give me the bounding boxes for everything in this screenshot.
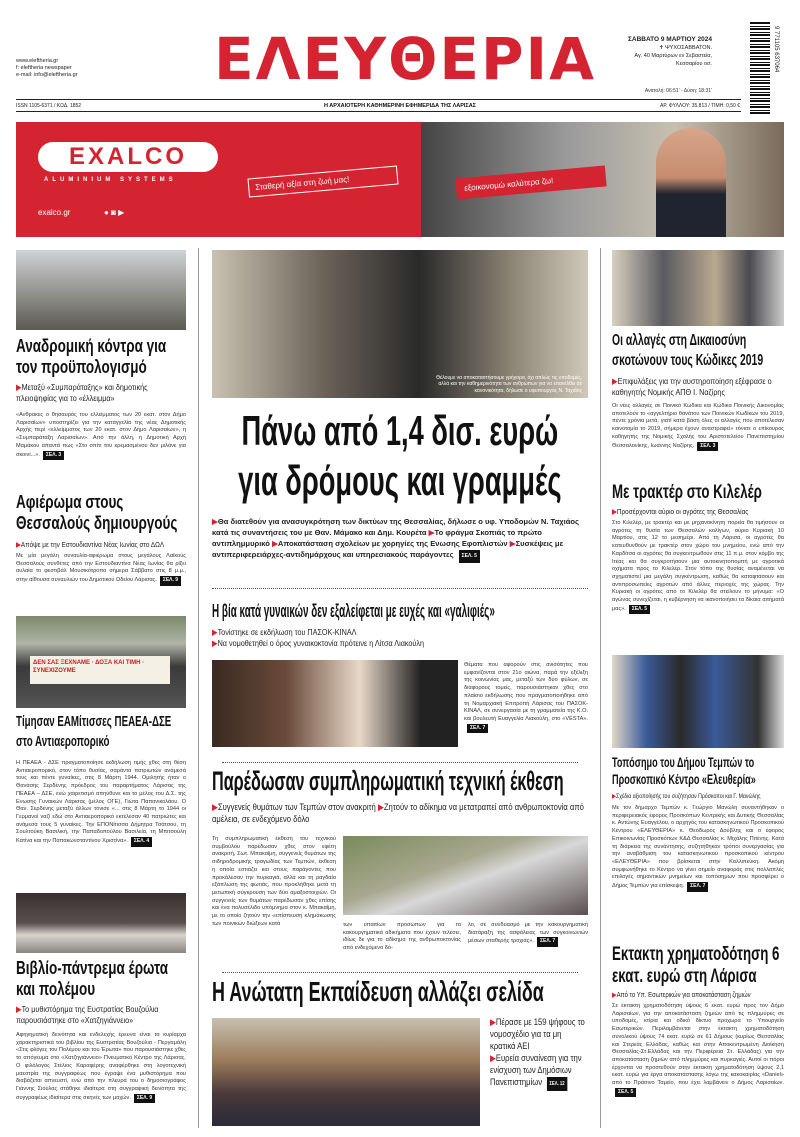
- body-justice: Οι νέες αλλαγές σε Ποινικό Κώδικα και Κώδικα Ποινικής Δικονομίας αποτελούν το «αγγελτήριο θανάτου των Ποινικών Κωδίκων του 2019, πέντε χρόνια μετά, γιατί κατά βάση όλες οι αλλαγές που αποτέλεσαν καινοτομία το 2019, σήμερα έχουν αναστραφεί» τόνισε ο επίκουρος καθηγητής της Νομικής Σχολής του Αριστοτελείου Πανεπιστημίου Θεσσαλονίκης, Ιωάννης Ναζίρης. ΣΕΛ. 3: [612, 403, 784, 451]
- body-tractors: Στο Κιλελέρ, με τρακτέρ και με μηχανοκίνητη πορεία θα τιμήσουν οι αγρότες τη θυσία των Θεσσαλών κολίγων, αύριο Κυριακή 10 Μαρτίου, στις 12 το μεσημέρι. Από τη Λάρισα, οι αγρότες θα κατευθυνθούν με τρακτέρ στον χώρο του μνημείου, ενώ από την Καρδίτσα οι αγρότες θα συγκεντρωθούν στις 11 π.μ. στον κόμβο της Ιτέας και θα συγκροτήσουν μια αυτοκινητοπομπή με αγροτικά οχήματα προς το Κιλελέρ. Στον τόπο της θυσίας αναμένεται να σχηματιστεί μια μεγάλη συγκέντρωση, καθώς θα καταφτάσουν και αντιπροσωπείες αγροτών από άλλες περιοχές της χώρας. Την Κυριακή οι αγρότες από το Κιλελέρ θα στείλουν το μήνυμα: «Ο αγώνας συνεχίζεται, η κυβέρνηση να ικανοποιήσει τα δίκαια αιτήματά μας». ΣΕΛ. 5: [612, 520, 784, 614]
- website-link[interactable]: www.eleftheria.gr: [16, 58, 59, 64]
- masthead-rule-top: [16, 99, 741, 100]
- column-divider-right: [600, 248, 601, 1128]
- headline-budget[interactable]: Αναδρομική κόντρα για τον προϋπολογισμό: [16, 336, 167, 377]
- lead-headline-line2[interactable]: για δρόμους και γραμμές: [238, 457, 562, 504]
- divider: [222, 762, 578, 763]
- page-ref-tag[interactable]: ΣΕΛ. 5: [629, 605, 650, 615]
- body-book: Αφηγηματική δεινότητα και ενδελεχής έρευνα είναι τα κυρίαρχα χαρακτηριστικά του βιβλίου της Ευστρατίας Βουζούλια - Περγαμάλη «Στις φλόγες του Πολέμου και του Έρωτα» που παρουσιάστηκε χθες το απόγευμα στο «Χατζηγιάννειο» Πνευματικό Κέντρο της Λάρισας. Ο φιλόλογος Στέλιος Καραφέρης αναφέρθηκε στη λογοτεχνική μαεστρία της συγγραφέως που έγραψε ένα μυθιστόρημα που διαβάζεται απνευστί, ενώ από την πλευρά του ο δημοσιογράφος Γιάννης Σιούλας στάθηκε ιδιαίτερα στη συγγραφική δεινότητα της συγγραφέως ιδιαίτερα στις σκηνές των μαχών. ΣΕΛ. 9: [16, 1032, 186, 1103]
- headline-eam[interactable]: Τίμησαν ΕΑΜίτισσες ΠΕΑΕΑ-ΔΣΕ στο Αντιαεροπορικό: [16, 713, 172, 750]
- saints: Αγ. 40 Μαρτύρων εν Σεβαστεία,: [634, 53, 712, 59]
- photo-justice: [612, 250, 784, 326]
- page-ref-tag[interactable]: ΣΕΛ. 5: [615, 1088, 636, 1098]
- arrow-icon: ▶: [612, 376, 618, 386]
- arrow-icon: ▶: [272, 539, 278, 548]
- arrow-icon: ▶: [612, 992, 617, 999]
- arrow-icon: ▶: [212, 517, 218, 526]
- saints-2: Κεσσαρίου οσ.: [675, 61, 712, 67]
- feast-day: ✝ ΨΥΧΟΣΑΒΒΑΤΟΝ.: [658, 45, 712, 51]
- email-link[interactable]: e-mail: info@eleftheria.gr: [16, 72, 78, 78]
- page-ref-tag[interactable]: ΣΕΛ. 9: [160, 576, 181, 586]
- headline-violence[interactable]: Η βία κατά γυναικών δεν εξαλείφεται με ευχές και «γαλιφιές»: [212, 601, 495, 621]
- headline-tractors[interactable]: Με τρακτέρ στο Κιλελέρ: [612, 482, 762, 503]
- arrow-icon: ▶: [428, 528, 435, 537]
- exalco-url[interactable]: exalco.gr: [38, 208, 71, 217]
- arrow-icon: ▶: [612, 507, 617, 516]
- photo-meeting: [212, 250, 588, 398]
- body-violence: Θέματα που αφορούν στις ανισότητες που εμφανίζονται στον 21ο αιώνα, παρά την εξέλιξη της κοινωνίας μας, μεταξύ των δύο φύλων, σε διάφορους τομείς, παρουσιάστηκαν χθες στο πλαίσιο εκδήλωσης που πραγματοποιήθηκε από τη Νομαρχιακή Επιτροπή Λάρισας του ΠΑΣΟΚ-ΚΙΝΑΛ, σε συνεργασία με τη γραμματεία της Κ.Ο. και βουλευτή Ευαγγελία Λιακούλη, στο «VESTA».ΣΕΛ. 7: [464, 662, 588, 733]
- arrow-icon: ▶: [16, 1004, 22, 1014]
- tagline: Η ΑΡΧΑΙΟΤΕΡΗ ΚΑΘΗΜΕΡΙΝΗ ΕΦΗΜΕΡΙΔΑ ΤΗΣ ΛΑΡΙΣΑΣ: [324, 103, 476, 109]
- tempi-bullets: ▶Συγγενείς θυμάτων των Τεμπών στον ανακριτή ▶Ζητούν το αδίκημα να μετατραπεί από ανθρωποκτονία από αμέλεια, σε ενδεχόμενο δόλο: [212, 802, 584, 824]
- slogan-box-2: εξοικονομώ καλύτερα ζω!: [455, 166, 606, 200]
- photo-pasok-event: [212, 660, 458, 747]
- arrow-icon: ▶: [490, 1053, 496, 1063]
- photo-caption: Θέλουμε να αποκαταστήσουμε γρήγορα, όχι απλώς τις υποδομές, αλλά και την καθημερινότητα των ανθρώπων για να επανέλθει σε κανονικότητα, δήλωσε ο υφυπουργός Ν. Ταχιάος: [436, 374, 582, 394]
- subhead-funding: ▶Από το Υπ. Εσωτερικών για αποκατάσταση ζημιών: [612, 992, 751, 999]
- page-ref-tag[interactable]: ΣΕΛ. 4: [131, 837, 152, 847]
- page-ref-tag[interactable]: ΣΕΛ. 3: [43, 451, 64, 461]
- man-portrait: [656, 128, 726, 237]
- body-eam: Η ΠΕΑΕΑ - ΔΣΕ πραγματοποίησε εκδήλωση τιμής χθες στη θέση Αντιαεροπορικό, στον τόπο θυσίας, σαράντα πατριωτών ανάμεσά τους και πέντε γυναίκες, στις 8 Μάρτη 1944. Ομιλητής ήταν ο Θανάσης Σερδένης πρόεδρος του παραρτήματος Λάρισας της ΠΕΑΕΑ – ΔΣΕ, ενώ χαιρετισμό απηύθυνε και το μέλος του Δ.Σ. της Ενωσης Γυναικών Λάρισας (μέλος ΟΓΕ), Γιώτα Παπανικολάου. Ο Θαν. Σερδένης μεταξύ άλλων τόνισε «... στις 8 Μάρτη το 1944 οι Γερμανοί ναζί εδώ στο Αντιαεροπορικό εκτέλεσαν 40 πατριώτες και ανάμεσά τους 5 γυναίκες. Την ΕΠΟΝίτισσα Δήμητρα Τσάτσου, τη Σουλτούκη Βασιλική, την Παπαδοπούλου Βασιλεία, τη Μπιτσούλη Κατίνα και την Παπακωνσταντίνου Χριστίνα». ΣΕΛ. 4: [16, 760, 186, 847]
- exalco-logo: EXALCO: [38, 142, 218, 172]
- sun-times: Ανατολή: 06:51' - Δύση: 18:31': [644, 88, 712, 94]
- arrow-icon: ▶: [212, 802, 218, 812]
- photo-scouts: [612, 655, 784, 748]
- lead-headline-line1[interactable]: Πάνω από 1,4 δισ. ευρώ: [241, 407, 559, 454]
- exalco-ad[interactable]: [16, 122, 784, 237]
- exalco-subtitle: ALUMINIUM SYSTEMS: [44, 177, 177, 183]
- divider: [212, 588, 588, 589]
- date: ΣΑΒΒΑΤΟ 9 ΜΑΡΤΙΟΥ 2024: [628, 36, 712, 43]
- arrow-icon: ▶: [212, 627, 218, 637]
- arrow-icon: ▶: [212, 638, 218, 648]
- photo-parliament: [212, 1018, 480, 1126]
- newspaper-logo: ΕΛΕΥΘΕΡΙΑ: [213, 25, 597, 93]
- photo-protest: [16, 616, 186, 708]
- page-ref-tag[interactable]: ΣΕΛ. 9: [134, 1094, 155, 1104]
- arrow-icon: ▶: [612, 793, 616, 800]
- barcode-number: 9 771105 637064: [773, 26, 779, 73]
- issue-price: ΑΡ. ΦΥΛΛΟΥ: 35.813 / ΤΙΜΗ: 0,50 €: [659, 103, 740, 109]
- body-funding: Σε έκτακτη χρηματοδότηση ύψους 6 εκατ. ευρώ προς τον Δήμο Λαρισαίων, για την αποκατάσταση ζημιών από τις πλημμύρες σε υποδομές, κτίρια και οδικό δίκτυο προχωρά το Υπουργείο Εσωτερικών. Περιλαμβάνεται στην έκτακτη χρηματοδότηση συνολικού ύψους 74 εκατ. ευρώ σε 61 Δήμους (κυρίως Θεσσαλίας και Στερεάς Ελλάδας, καθώς και στην Αποκεντρωμένη Διοίκηση Θεσσαλίας-Στ.Ελλάδας και την Περιφέρεια Στ. Ελλάδας) για την αποκατάσταση ζημιών από πλημμύρες και πυρκαγιές. Αυτοί οι πόροι έρχονται να προστεθούν στην έκτακτη χρηματοδότηση ύψους 2,1 εκατ. ευρώ για έργα αποκατάστασης λόγω της κακοκαιρίας «Daniel» από το Πράσινο Ταμείο, που έχει λαμβάνειν ο Δήμος Λαρισαίων.ΣΕΛ. 5: [612, 1003, 784, 1097]
- page-ref-tag[interactable]: ΣΕΛ. 7: [687, 882, 708, 892]
- body-budget: «Ανθρακες ο θησαυρός του ελλείμματος των 20 εκατ. στον Δήμο Λαρισαίων» υποστηρίζει για την καταγγελία της νέας Δημοτικής Αρχής περί «ελλείμματος των 20 εκατ. στον Δήμο Λαρισαίων», η «Συμπαράταξη Λαρισαίων». Από την άλλη, η Δημοτική Αρχή Μαμάκου απαντά πως «Στο σπίτι του κρεμασμένου δεν μιλάνε για σκοινί...». ΣΕΛ. 3: [16, 412, 186, 460]
- photo-book-panel: [16, 893, 186, 953]
- arrow-icon: ▶: [377, 802, 384, 812]
- body-scouts: Με τον δήμαρχο Τεμπών κ. Γεώργιο Μανώλη συναντήθηκαν ο περιφερειακός έφορος Προσκόπων Κεντρικής και Δυτικής Θεσσαλίας κ. Αντώνης Ευαγγέλου, ο αρχηγός του κατασκηνωτικού Προσκοπικού Κέντρου «ΕΛΕΥΘΕΡΙΑ» κ. Θεόδωρος Δούβλης και ο έφορος Επικοινωνίας Προσκόπων Κ&Δ Θεσσαλίας κ. Μιχάλης Πιτένης. Κατά τη διάρκεια της συνάντησης, συζητήθηκαν τρόποι συνεργασίας για την αναβάθμιση του κατασκηνωτικού προσκοπικού κέντρου «ΕΛΕΥΘΕΡΙΑ» που βρίσκεται στην Καλλιπεύκη. Ακόμη συμφωνήθηκε το Κέντρο να γίνει σημείο αναφοράς στις πολλαπλές επιλογές σημαντικών μνημείων και τοπόσημων που προσφέρει ο Δήμος Τεμπών για επίσκεψη. ΣΕΛ. 7: [612, 805, 784, 892]
- lead-bullets: ▶Θα διατεθούν για ανασυγκρότηση των δικτύων της Θεσσαλίας, δήλωσε ο υφ. Υποδομών Ν. Ταχιάος κατά τις συναντήσεις του με Θαν. Μάμακο και Δημ. Κουρέτα ▶Το φράγμα Σκοπιάς το πρώτο αντιπλημμυρικό ▶Αποκατάσταση σχολείων με χορηγίες της Ενωσης Εφοπλιστών ▶Συσκέψεις με αντιπεριφερειάρχες-αντιδημάρχους και υπηρεσιακούς παράγοντες ΣΕΛ. 5: [212, 516, 588, 563]
- page-ref-tag[interactable]: ΣΕΛ. 7: [537, 937, 558, 947]
- subhead-tractors: ▶Προσέρχονται αύριο οι αγρότες της Θεσσαλίας: [612, 507, 749, 516]
- subhead-scouts: ▶Σχέδια αξιοποίησής του συζήτησαν Πρόσκοποι και Γ. Μανώλης: [612, 793, 761, 800]
- masthead-rule-bottom: [16, 111, 741, 112]
- headline-book[interactable]: Βιβλίο-πάντρεμα έρωτα και πολέμου: [16, 958, 169, 999]
- protest-banner: ΔΕΝ ΣΑΣ ΞΕΧΝΑΜΕ · ΔΟΞΑ ΚΑΙ ΤΙΜΗ · ΣΥΝΕΧΙΖΟΥΜΕ: [30, 656, 170, 684]
- page-ref-tag[interactable]: ΣΕΛ. 12: [547, 1077, 567, 1091]
- social-icons[interactable]: ● ◙ ▶: [104, 208, 125, 217]
- headline-tempi[interactable]: Παρέδωσαν συμπληρωματική τεχνική έκθεση: [212, 766, 564, 796]
- body-tribute: Με μία μεγάλη συναυλία-αφιέρωμα στους μεγάλους Λαϊκούς Θεσσαλούς συνθέτες από την Εστουδιαντίνα Νέας Ιωνίας θα ρίξει αυλαία το φεστιβάλ Μουσικότροπο σήμερα Σάββατο στις 8 μ.μ., στην αίθουσα συναυλιών του Δημοτικού Ωδείου Λάρισας. ΣΕΛ. 9: [16, 553, 186, 586]
- arrow-icon: ▶: [490, 1017, 496, 1027]
- arrow-icon: ▶: [16, 540, 21, 549]
- subhead-budget: ▶Μεταξύ «Συμπαράταξης» και δημοτικής πλειοψηφίας για το «έλλειμμα»: [16, 382, 148, 403]
- barcode: [750, 22, 770, 114]
- arrow-icon: ▶: [16, 382, 22, 392]
- violence-bullets: ▶Τονίστηκε σε εκδήλωση του ΠΑΣΟΚ-ΚΙΝΑΛ ▶Να νομοθετηθεί ο όρος γυναικοκτονία πρότεινε η Λίτσα Λιακούλη: [212, 627, 425, 648]
- issn: ISSN 1105-6371 / ΚΩΔ. 1852: [16, 103, 82, 109]
- headline-tribute[interactable]: Αφιέρωμα στους Θεσσαλούς δημιουργούς: [16, 492, 178, 533]
- subhead-book: ▶Το μυθιστόρημα της Ευστρατίας Βουζούλια παρουσιάστηκε στο «Χατζηγιάννειο»: [16, 1004, 159, 1025]
- body-tempi-3: λο, σε συνδυασμό με την κακουργηματική διατάραξη της ασφάλειας των συγκοινωνιών μέσων σταθερής τροχιάς». ΣΕΛ. 7: [468, 922, 588, 947]
- contact-info: [16, 58, 78, 79]
- headline-justice[interactable]: Οι αλλαγές στη Δικαιοσύνη σκοτώνουν τους Κώδικες 2019: [612, 332, 764, 369]
- body-tempi-1: Τη συμπληρωματική έκθεση του τεχνικού συμβούλου παρέδωσαν χθες στον εφέτη ανακριτή, Σωτ. Μπακαΐμη, συγγενείς θυμάτων της σιδηροδρομικής τραγωδίας των Τεμπών, έκθεση η οποία εστιάζει και στους παράγοντες που προκάλεσαν την πυρκαγιά, αλλά και τη ραγδαία εξάπλωση της φωτιάς, που προκλήθηκε μετά τη μετωπική σύγκρουση των δύο αμαξοστοιχιών. Οι συγγενείς των θυμάτων παρέδωσαν χθες επίσης και ένα πολυσέλιδο υπόμνημα στον κ. Μπακαΐμη, με το οποίο ζητούν την «επίσπευση κλημάκωσης των ποινικών διώξεων κατά: [212, 836, 336, 927]
- headline-education[interactable]: Η Ανώτατη Εκπαίδευση αλλάζει σελίδα: [212, 976, 544, 1007]
- date-block: [628, 36, 712, 68]
- body-tempi-2: των υπαιτίων προσώπων για τα κακουργηματικά αδικήματα που έχουν τελέσει, ιδίως δε για το αδίκημα της ανθρωποκτονίας από ενδεχόμενο δό-: [343, 922, 461, 952]
- column-divider-left: [198, 248, 199, 1128]
- photo-town-hall: [16, 250, 186, 330]
- page-ref-tag[interactable]: ΣΕΛ. 3: [697, 442, 718, 452]
- slogan-box-1: Σταθερή αξία στη ζωή μας!: [247, 165, 398, 197]
- subhead-justice: ▶Επιφυλάξεις για την αυστηροποίηση εξέφρασε ο καθηγητής Νομικής ΑΠΘ Ι. Ναζίρης: [612, 376, 772, 397]
- subhead-tribute: ▶Απόψε με την Εστουδιαντίνα Νέας Ιωνίας στο ΔΩΛ: [16, 540, 165, 549]
- photo-train-crash: [343, 836, 588, 915]
- facebook-link[interactable]: f: eleftheria newspaper: [16, 65, 72, 71]
- headline-funding[interactable]: Εκτακτη χρηματοδότηση 6 εκατ. ευρώ στη Λάρισα: [612, 944, 780, 987]
- headline-scouts[interactable]: Τοπόσημο του Δήμου Τεμπών το Προσκοπικό Κέντρο «Ελευθερία»: [612, 754, 756, 787]
- divider: [222, 972, 578, 973]
- page-ref-tag[interactable]: ΣΕΛ. 5: [459, 550, 480, 563]
- education-bullets: ▶Πέρασε με 159 ψήφους το νομοσχέδιο για τα μη κρατικά ΑΕΙ ▶Ευρεία συναίνεση για την ενίσχυση των Δημόσιων Πανεπιστημίων ΣΕΛ. 12: [490, 1016, 588, 1091]
- arrow-icon: ▶: [509, 539, 516, 548]
- page-ref-tag[interactable]: ΣΕΛ. 7: [467, 724, 488, 734]
